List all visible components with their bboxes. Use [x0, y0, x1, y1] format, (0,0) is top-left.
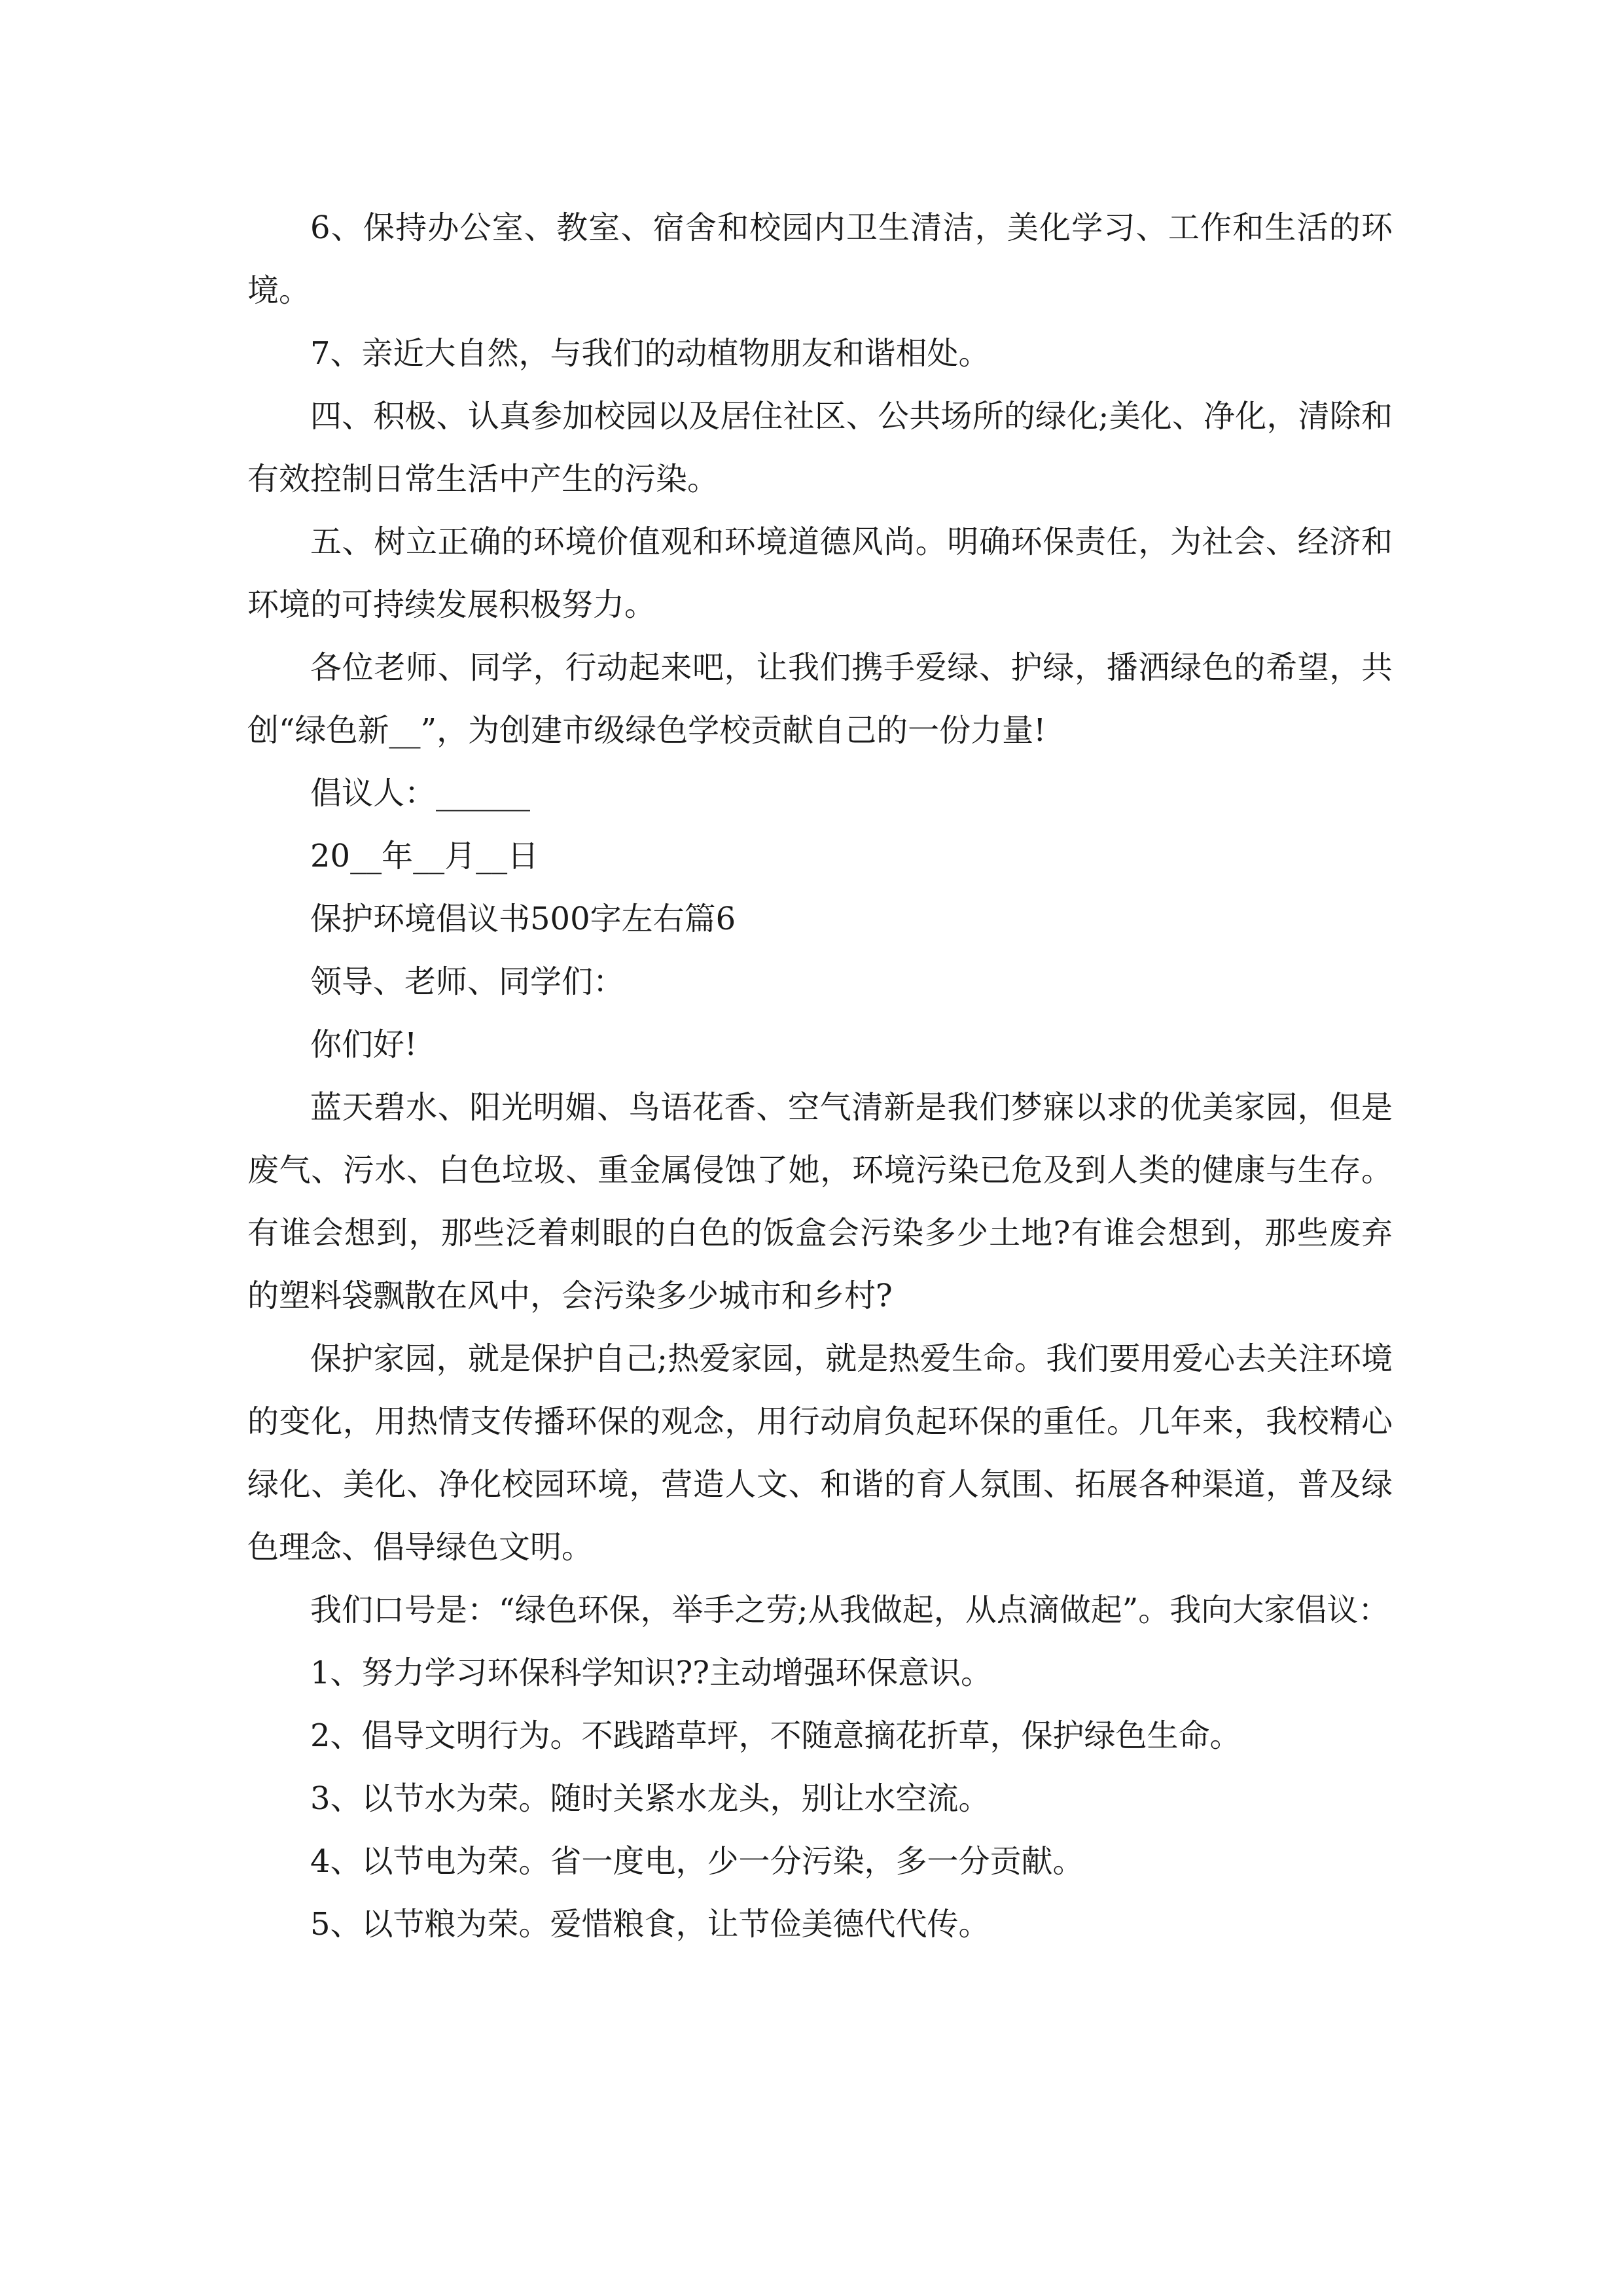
section-title: 保护环境倡议书500字左右篇6 — [310, 901, 736, 937]
paragraph-intro: 蓝天碧水、阳光明媚、鸟语花香、空气清新是我们梦寐以求的优美家园，但是废气、污水、白色垃圾、重金属侵蚀了她，环境污染已危及到人类的健康与生存。有谁会想到，那些泛着刺眼的白色的饭盒会污染多少土地?有谁会想到，那些废弃的塑料袋飘散在风中，会污染多少城市和乡村? — [247, 1089, 1393, 1314]
date-line: 20__年__月__日 — [310, 838, 539, 874]
list-item-1: 1、努力学习环保科学知识??主动增强环保意识。 — [310, 1655, 993, 1691]
paragraph-item-7: 7、亲近大自然，与我们的动植物朋友和谐相处。 — [310, 335, 990, 372]
salutation: 领导、老师、同学们： — [310, 963, 625, 1000]
paragraph-slogan: 我们口号是：“绿色环保，举手之劳;从我做起，从点滴做起”。我向大家倡议： — [310, 1592, 1390, 1628]
signature-line: 倡议人：______ — [310, 775, 531, 812]
paragraph-item-6: 6、保持办公室、教室、宿舍和校园内卫生清洁，美化学习、工作和生活的环境。 — [247, 209, 1393, 309]
greeting: 你们好! — [310, 1026, 418, 1063]
paragraph-call-to-action: 各位老师、同学，行动起来吧，让我们携手爱绿、护绿，播洒绿色的希望，共创“绿色新__”，为创建市级绿色学校贡献自己的一份力量! — [247, 649, 1393, 749]
paragraph-protect-home: 保护家园，就是保护自己;热爱家园，就是热爱生命。我们要用爱心去关注环境的变化，用热情支传播环保的观念，用行动肩负起环保的重任。几年来，我校精心绿化、美化、净化校园环境，营造人文、和谐的育人氛围、拓展各种渠道，普及绿色理念、倡导绿色文明。 — [247, 1340, 1393, 1566]
document-body — [247, 196, 1393, 1956]
list-item-5: 5、以节粮为荣。爱惜粮食，让节俭美德代代传。 — [310, 1906, 990, 1943]
list-item-4: 4、以节电为荣。省一度电，少一分污染，多一分贡献。 — [310, 1843, 1084, 1880]
paragraph-section-4: 四、积极、认真参加校园以及居住社区、公共场所的绿化;美化、净化，清除和有效控制日常生活中产生的污染。 — [247, 398, 1393, 497]
list-item-3: 3、以节水为荣。随时关紧水龙头，别让水空流。 — [310, 1780, 990, 1817]
list-item-2: 2、倡导文明行为。不践踏草坪，不随意摘花折草，保护绿色生命。 — [310, 1717, 1241, 1754]
paragraph-section-5: 五、树立正确的环境价值观和环境道德风尚。明确环保责任，为社会、经济和环境的可持续发展积极努力。 — [247, 524, 1393, 623]
